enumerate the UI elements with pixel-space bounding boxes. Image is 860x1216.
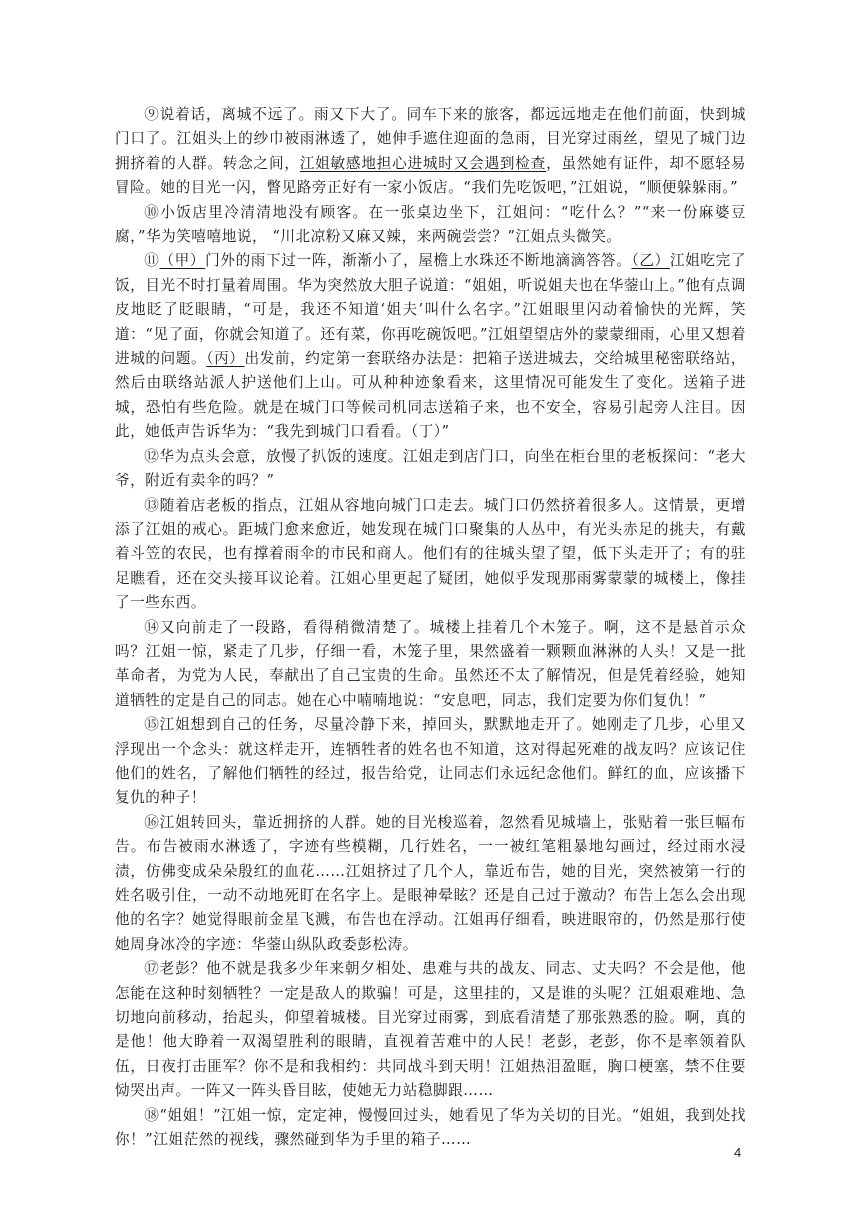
paragraph [115,103,746,201]
underlined-text: （甲） [159,252,206,270]
paragraph [115,713,746,811]
paragraph [115,616,746,714]
paragraph-text: 江姐吃完了饭，目光不时打量着周围。华为突然放大胆子说道：“姐姐，听说姐夫也在华蓥山上。”他有点调皮地眨了眨眼睛，“可是，我还不知道‘姐夫’叫什么名字。”江姐眼里闪动着愉快的光辉，笑道：“见了面，你就会知道了。还有菜，你再吃碗饭吧。”江姐望望店外的蒙蒙细雨，心里又想着进城的问题。 [115,252,746,368]
page-number: 4 [734,1145,742,1160]
paragraph [115,249,746,444]
underlined-text: （乙） [631,252,670,270]
underlined-text: （丙） [206,350,245,368]
paragraph-text: ⑱“姐姐！”江姐一惊，定定神，慢慢回过头，她看见了华为关切的目光。“姐姐，我到处找你！”江姐茫然的视线，骤然碰到华为手里的箱子…… [115,1106,746,1149]
paragraph-text: ⑰老彭？他不就是我多少年来朝夕相处、患难与共的战友、同志、丈夫吗？不会是他，他怎能在这种时刻牺牲？一定是敌人的欺骗！可是，这里挂的，又是谁的头呢？江姐艰难地、急切地向前移动，抬起头，仰望着城楼。目光穿过雨雾，到底看清楚了那张熟悉的脸。啊，真的是他！他大睁着一双渴望胜利的眼睛，直视着苦难中的人民！老彭，老彭，你不是率领着队伍，日夜打击匪军？你不是和我相约：共同战斗到天明！江姐热泪盈眶，胸口梗塞，禁不住要恸哭出声。一阵又一阵头昏目眩，使她无力站稳脚跟…… [115,960,746,1100]
paragraph-text: ⑬随着店老板的指点，江姐从容地向城门口走去。城门口仍然挤着很多人。这情景，更增添了江姐的戒心。距城门愈来愈近，她发现在城门口聚集的人丛中，有光头赤足的挑夫，有戴着斗笠的农民，也有撑着雨伞的市民和商人。他们有的往城头望了望，低下头走开了；有的驻足瞧看，还在交头接耳议论着。江姐心里更起了疑团，她似乎发现那雨雾蒙蒙的城楼上，像挂了一些东西。 [115,496,746,612]
paragraph-text: ，虽然她有证件，却不愿轻易冒险。她的目光一闪，瞥见路旁正好有一家小饭店。“我们先吃饭吧，”江姐说，“顺便躲躲雨。” [115,154,746,197]
paragraph [115,445,746,494]
paragraph [115,811,746,957]
paragraph-text: ⑯江姐转回头，靠近拥挤的人群。她的目光梭巡着，忽然看见城墙上，张贴着一张巨幅布告。布告被雨水淋透了，字迹有些模糊，几行姓名，一一被红笔粗暴地勾画过，经过雨水浸渍，仿佛变成朵朵殷红的血花……江姐挤过了几个人，靠近布告，她的目光，突然被第一行的姓名吸引住，一动不动地死盯在名字上。是眼神晕眩？还是自己过于激动？布告上怎么会出现他的名字？她觉得眼前金星飞溅，布告也在浮动。江姐再仔细看，映进眼帘的，仍然是那行使她周身冰冷的字迹：华蓥山纵队政委彭松涛。 [115,813,746,953]
paragraph-text: ⑨说着话，离城不远了。雨又下大了。同车下来的旅客，都远远地走在他们前面，快到城门口了。江姐头上的纱巾被雨淋透了，她伸手遮住迎面的急雨，目光穿过雨丝，望见了城门边拥挤着的人群。转念之间， [115,106,746,172]
paragraph [115,201,746,250]
underlined-text: 江姐敏感地担心进城时又会遇到检查 [299,154,547,172]
paragraph [115,957,746,1103]
paragraph-text: ⑮江姐想到自己的任务，尽量冷静下来，掉回头，默默地走开了。她刚走了几步，心里又浮现出一个念头：就这样走开，连牺牲者的姓名也不知道，这对得起死难的战友吗？应该记住他们的姓名，了解他们牺牲的经过，报告给党，让同志们永远纪念他们。鲜红的血，应该播下复仇的种子！ [115,716,746,807]
paragraph [115,494,746,616]
paragraph-text: ⑩小饭店里冷清清地没有顾客。在一张桌边坐下，江姐问：“吃什么？”“来一份麻婆豆腐，”华为笑嘻嘻地说， “川北凉粉又麻又辣，来两碗尝尝？”江姐点头微笑。 [115,203,746,246]
paragraph-text: 门外的雨下过一阵，渐渐小了，屋檐上水珠还不断地滴滴答答。 [205,252,632,270]
paragraph [115,1104,746,1153]
paragraph-text: ⑪ [144,252,160,270]
paragraph-text: ⑭又向前走了一段路，看得稍微清楚了。城楼上挂着几个木笼子。啊，这不是悬首示众吗？江姐一惊，紧走了几步，仔细一看，木笼子里，果然盛着一颗颗血淋淋的人头！又是一批革命者，为党为人民，奉献出了自己宝贵的生命。虽然还不太了解情况，但是凭着经验，她知道牺牲的定是自己的同志。她在心中喃喃地说：“安息吧，同志，我们定要为你们复仇！” [115,618,746,709]
paragraph-text: ⑫华为点头会意，放慢了扒饭的速度。江姐走到店门口，向坐在柜台里的老板探问：“老大爷，附近有卖伞的吗？” [115,447,746,490]
paragraph-text: 出发前，约定第一套联络办法是：把箱子送进城去，交给城里秘密联络站，然后由联络站派人护送他们上山。可从种种迹象看来，这里情况可能发生了变化。送箱子进城，恐怕有些危险。就是在城门口等候司机同志送箱子来，也不安全，容易引起旁人注目。因此，她低声告诉华为：“我先到城门口看看。（丁）” [115,350,746,441]
document-body [115,103,746,1152]
